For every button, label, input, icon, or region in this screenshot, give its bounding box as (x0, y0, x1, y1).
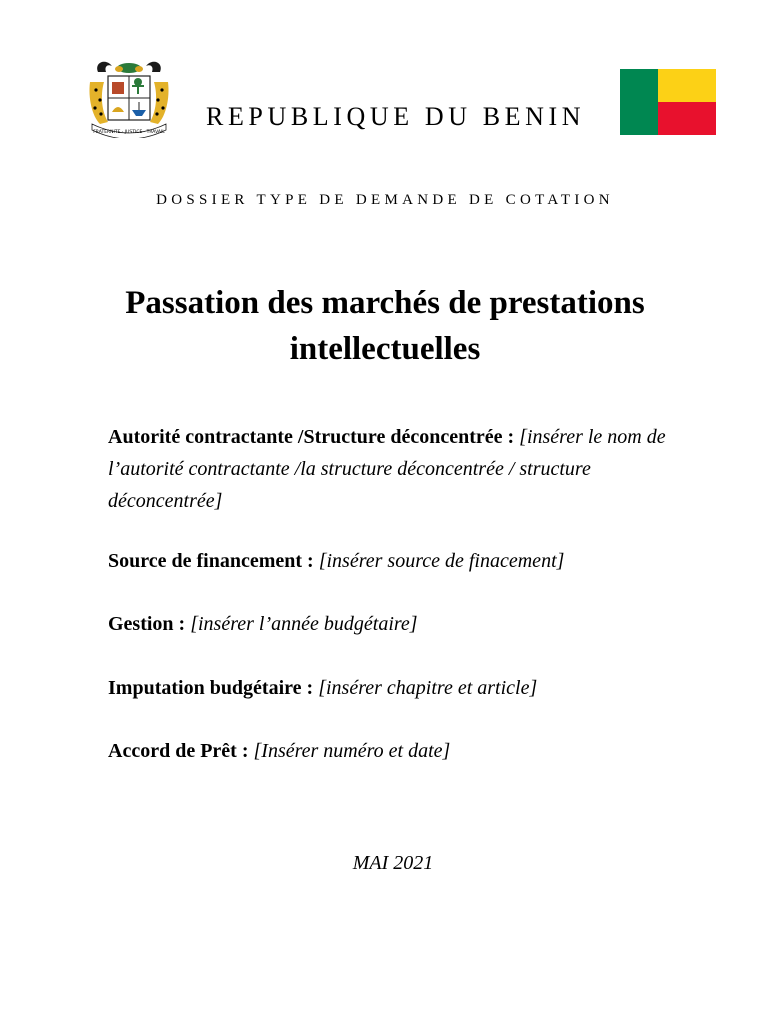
field-value: [Insérer numéro et date] (253, 740, 451, 762)
field-value: [insérer l’année budgétaire] (190, 613, 418, 635)
field-budget-allocation (108, 672, 678, 704)
title-line-2: intellectuelles (289, 331, 481, 367)
field-value: [insérer chapitre et article] (318, 677, 538, 699)
field-contracting-authority (108, 421, 678, 517)
field-label: Autorité contractante /Structure déconcentrée : (108, 426, 515, 448)
title-line-1: Passation des marchés de prestations (125, 285, 645, 321)
field-value: [insérer source de finacement] (318, 550, 565, 572)
field-value: [insérer le nom de l’autorité contractante /la structure déconcentrée / structure déconcentrée] (108, 426, 666, 512)
field-label: Gestion : (108, 613, 186, 635)
svg-text:FRATERNITE · JUSTICE · TRAVAIL: FRATERNITE · JUSTICE · TRAVAIL (93, 130, 165, 135)
document-subtitle: DOSSIER TYPE DE DEMANDE DE COTATION (156, 192, 614, 208)
field-loan-agreement (108, 735, 678, 767)
field-label: Accord de Prêt : (108, 740, 249, 762)
flag-yellow-band (658, 69, 716, 102)
field-funding-source (108, 545, 678, 577)
field-management-year (108, 608, 678, 640)
benin-flag-icon (620, 69, 716, 135)
field-label: Imputation budgétaire : (108, 677, 314, 699)
benin-coat-of-arms-icon (86, 58, 172, 138)
field-label: Source de financement : (108, 550, 314, 572)
document-title (0, 280, 770, 372)
flag-green-band (620, 69, 658, 135)
republic-heading: REPUBLIQUE DU BENIN (206, 102, 586, 131)
flag-red-band (658, 102, 716, 135)
document-date: MAI 2021 (352, 852, 434, 874)
